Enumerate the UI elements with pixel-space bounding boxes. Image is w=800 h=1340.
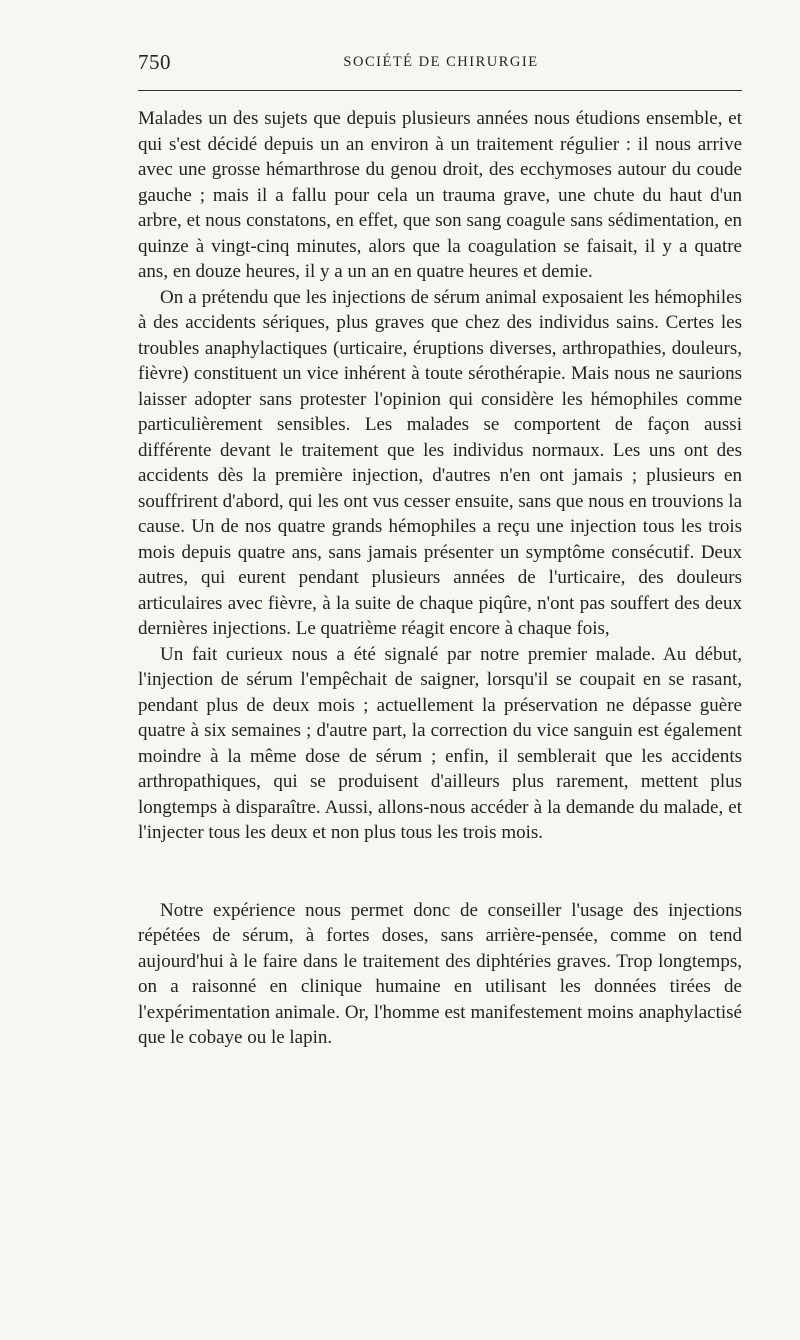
paragraph-4: Notre expérience nous permet donc de conseiller l'usage des injections répétées de sérum, à fortes doses, sans arrière-pensée, comme on tend aujourd'hui à le faire dans le traitement des diphtéries graves. Trop longtemps, on a raisonné en clinique humaine en utilisant les données tirées de l'expérimentation animale. Or, l'homme est manifestement moins anaphylactisé que le cobaye ou le lapin. bbox=[138, 899, 742, 1048]
running-head: SOCIÉTÉ DE CHIRURGIE bbox=[343, 54, 539, 70]
page-header bbox=[138, 50, 744, 80]
header-rule bbox=[138, 90, 742, 91]
paragraph-2: On a prétendu que les injections de sérum animal exposaient les hémophiles à des accidents sériques, plus graves que chez des individus sains. Certes les troubles anaphylactiques (urticaire, éruptions diverses, arthropathies, douleurs, fièvre) constituent un vice inhérent à toute sérothérapie. Mais nous ne saurions laisser adopter sans protester l'opinion qui considère les hémophiles comme particulièrement sensibles. Les malades se comportent de façon aussi différente devant le traitement que les individus normaux. Les uns ont des accidents dès la première injection, d'autres n'en ont jamais ; plusieurs en souffrirent d'abord, qui les ont vus cesser ensuite, sans que nous en trouvions la cause. Un de nos quatre grands hémophiles a reçu une injection tous les trois mois depuis quatre ans, sans jamais présenter un symptôme consécutif. Deux autres, qui eurent pendant plusieurs années de l'urticaire, des douleurs articulaires avec fièvre, à la suite de chaque piqûre, n'ont pas souffert des deux dernières injections. Le quatrième réagit encore à chaque fois, bbox=[138, 286, 742, 639]
paragraph-3: Un fait curieux nous a été signalé par notre premier malade. Au début, l'injection de sérum l'empêchait de saigner, lorsqu'il se coupait en se rasant, pendant plus de deux mois ; actuellement la préservation ne dépasse guère quatre à six semaines ; d'autre part, la correction du vice sanguin est également moindre à la même dose de sérum ; enfin, il semblerait que les accidents arthropathiques, qui se produisent d'ailleurs plus rarement, mettent plus longtemps à disparaître. Aussi, allons-nous accéder à la demande du malade, et l'injecter tous les deux et non plus tous les trois mois. bbox=[138, 643, 742, 843]
body-text bbox=[138, 106, 742, 1051]
paragraph-1: Malades un des sujets que depuis plusieurs années nous étudions ensemble, et qui s'est décidé depuis un an environ à un traitement régulier : il nous arrive avec une grosse hémarthrose du genou droit, des ecchymoses autour du coude gauche ; mais il a fallu pour cela un trauma grave, une chute du haut d'un arbre, et nous constatons, en effet, que son sang coagule sans sédimentation, en quinze à vingt-cinq minutes, alors que la coagulation se faisait, il y a quatre ans, en douze heures, il y a un an en quatre heures et demie. bbox=[138, 108, 742, 282]
paragraph-gap bbox=[138, 846, 742, 898]
page-number: 750 bbox=[138, 50, 171, 74]
